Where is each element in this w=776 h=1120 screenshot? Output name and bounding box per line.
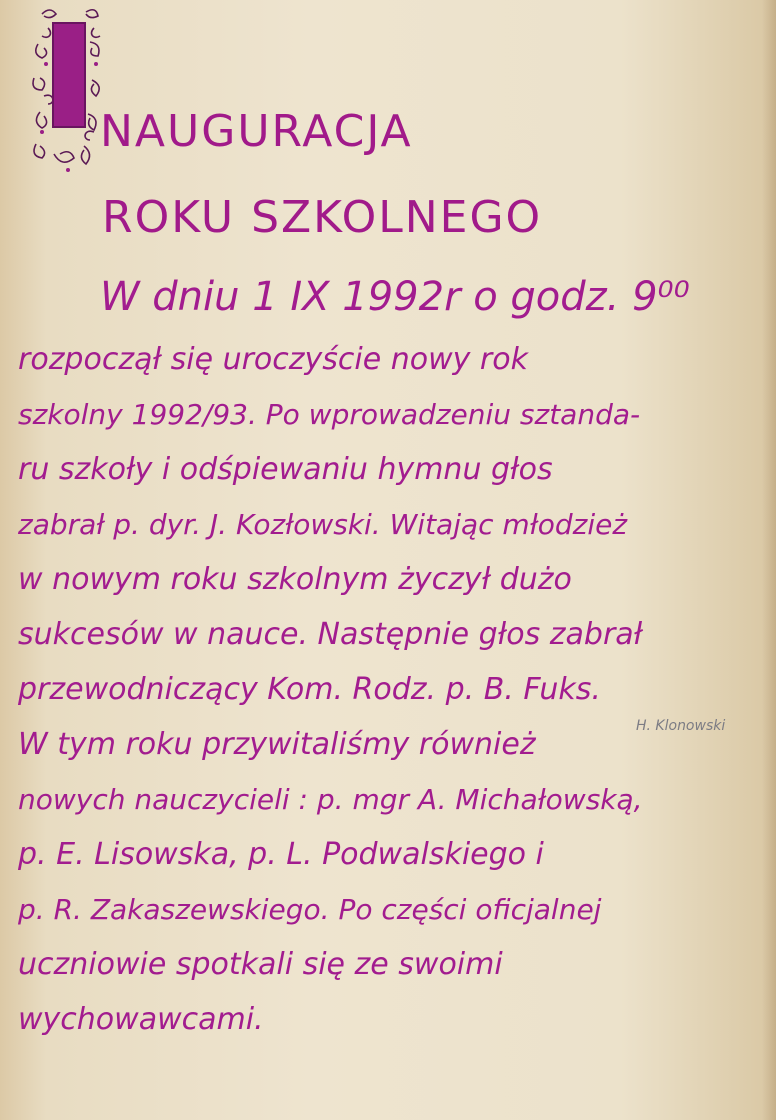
title-text-1: NAUGURACJA [100,106,413,157]
body-line-1: W dniu 1 IX 1992r o godz. 9⁰⁰ [100,274,690,320]
page-title [100,60,542,261]
body-line-14: wychowawcami. [18,1002,264,1037]
body-line-8: przewodniczący Kom. Rodz. p. B. Fuks. [18,672,601,707]
body-line-2: rozpoczął się uroczyście nowy rok [18,342,528,377]
body-line-13: uczniowie spotkali się ze swoimi [18,947,503,982]
body-line-10: nowych nauczycieli : p. mgr A. Michałowską, [18,783,643,816]
handwritten-body [18,262,758,1047]
body-line-12: p. R. Zakaszewskiego. Po części oficjalnej [18,893,602,926]
pencil-annotation: H. Klonowski [636,718,726,734]
body-line-5: zabrał p. dyr. J. Kozłowski. Witając młodzież [18,508,628,541]
title-line-2: ROKU SZKOLNEGO [102,192,543,243]
body-line-11: p. E. Lisowska, p. L. Podwalskiego i [18,837,544,872]
body-line-3: szkolny 1992/93. Po wprowadzeniu sztanda- [18,398,641,431]
page-edge-shadow [762,0,776,1120]
body-line-6: w nowym roku szkolnym życzył dużo [18,562,572,597]
title-line-1 [100,60,542,175]
body-line-9: W tym roku przywitaliśmy również [18,727,536,762]
drop-cap-block [52,22,86,128]
body-line-7: sukcesów w nauce. Następnie głos zabrał [18,617,643,652]
body-line-4: ru szkoły i odśpiewaniu hymnu głos [18,452,553,487]
